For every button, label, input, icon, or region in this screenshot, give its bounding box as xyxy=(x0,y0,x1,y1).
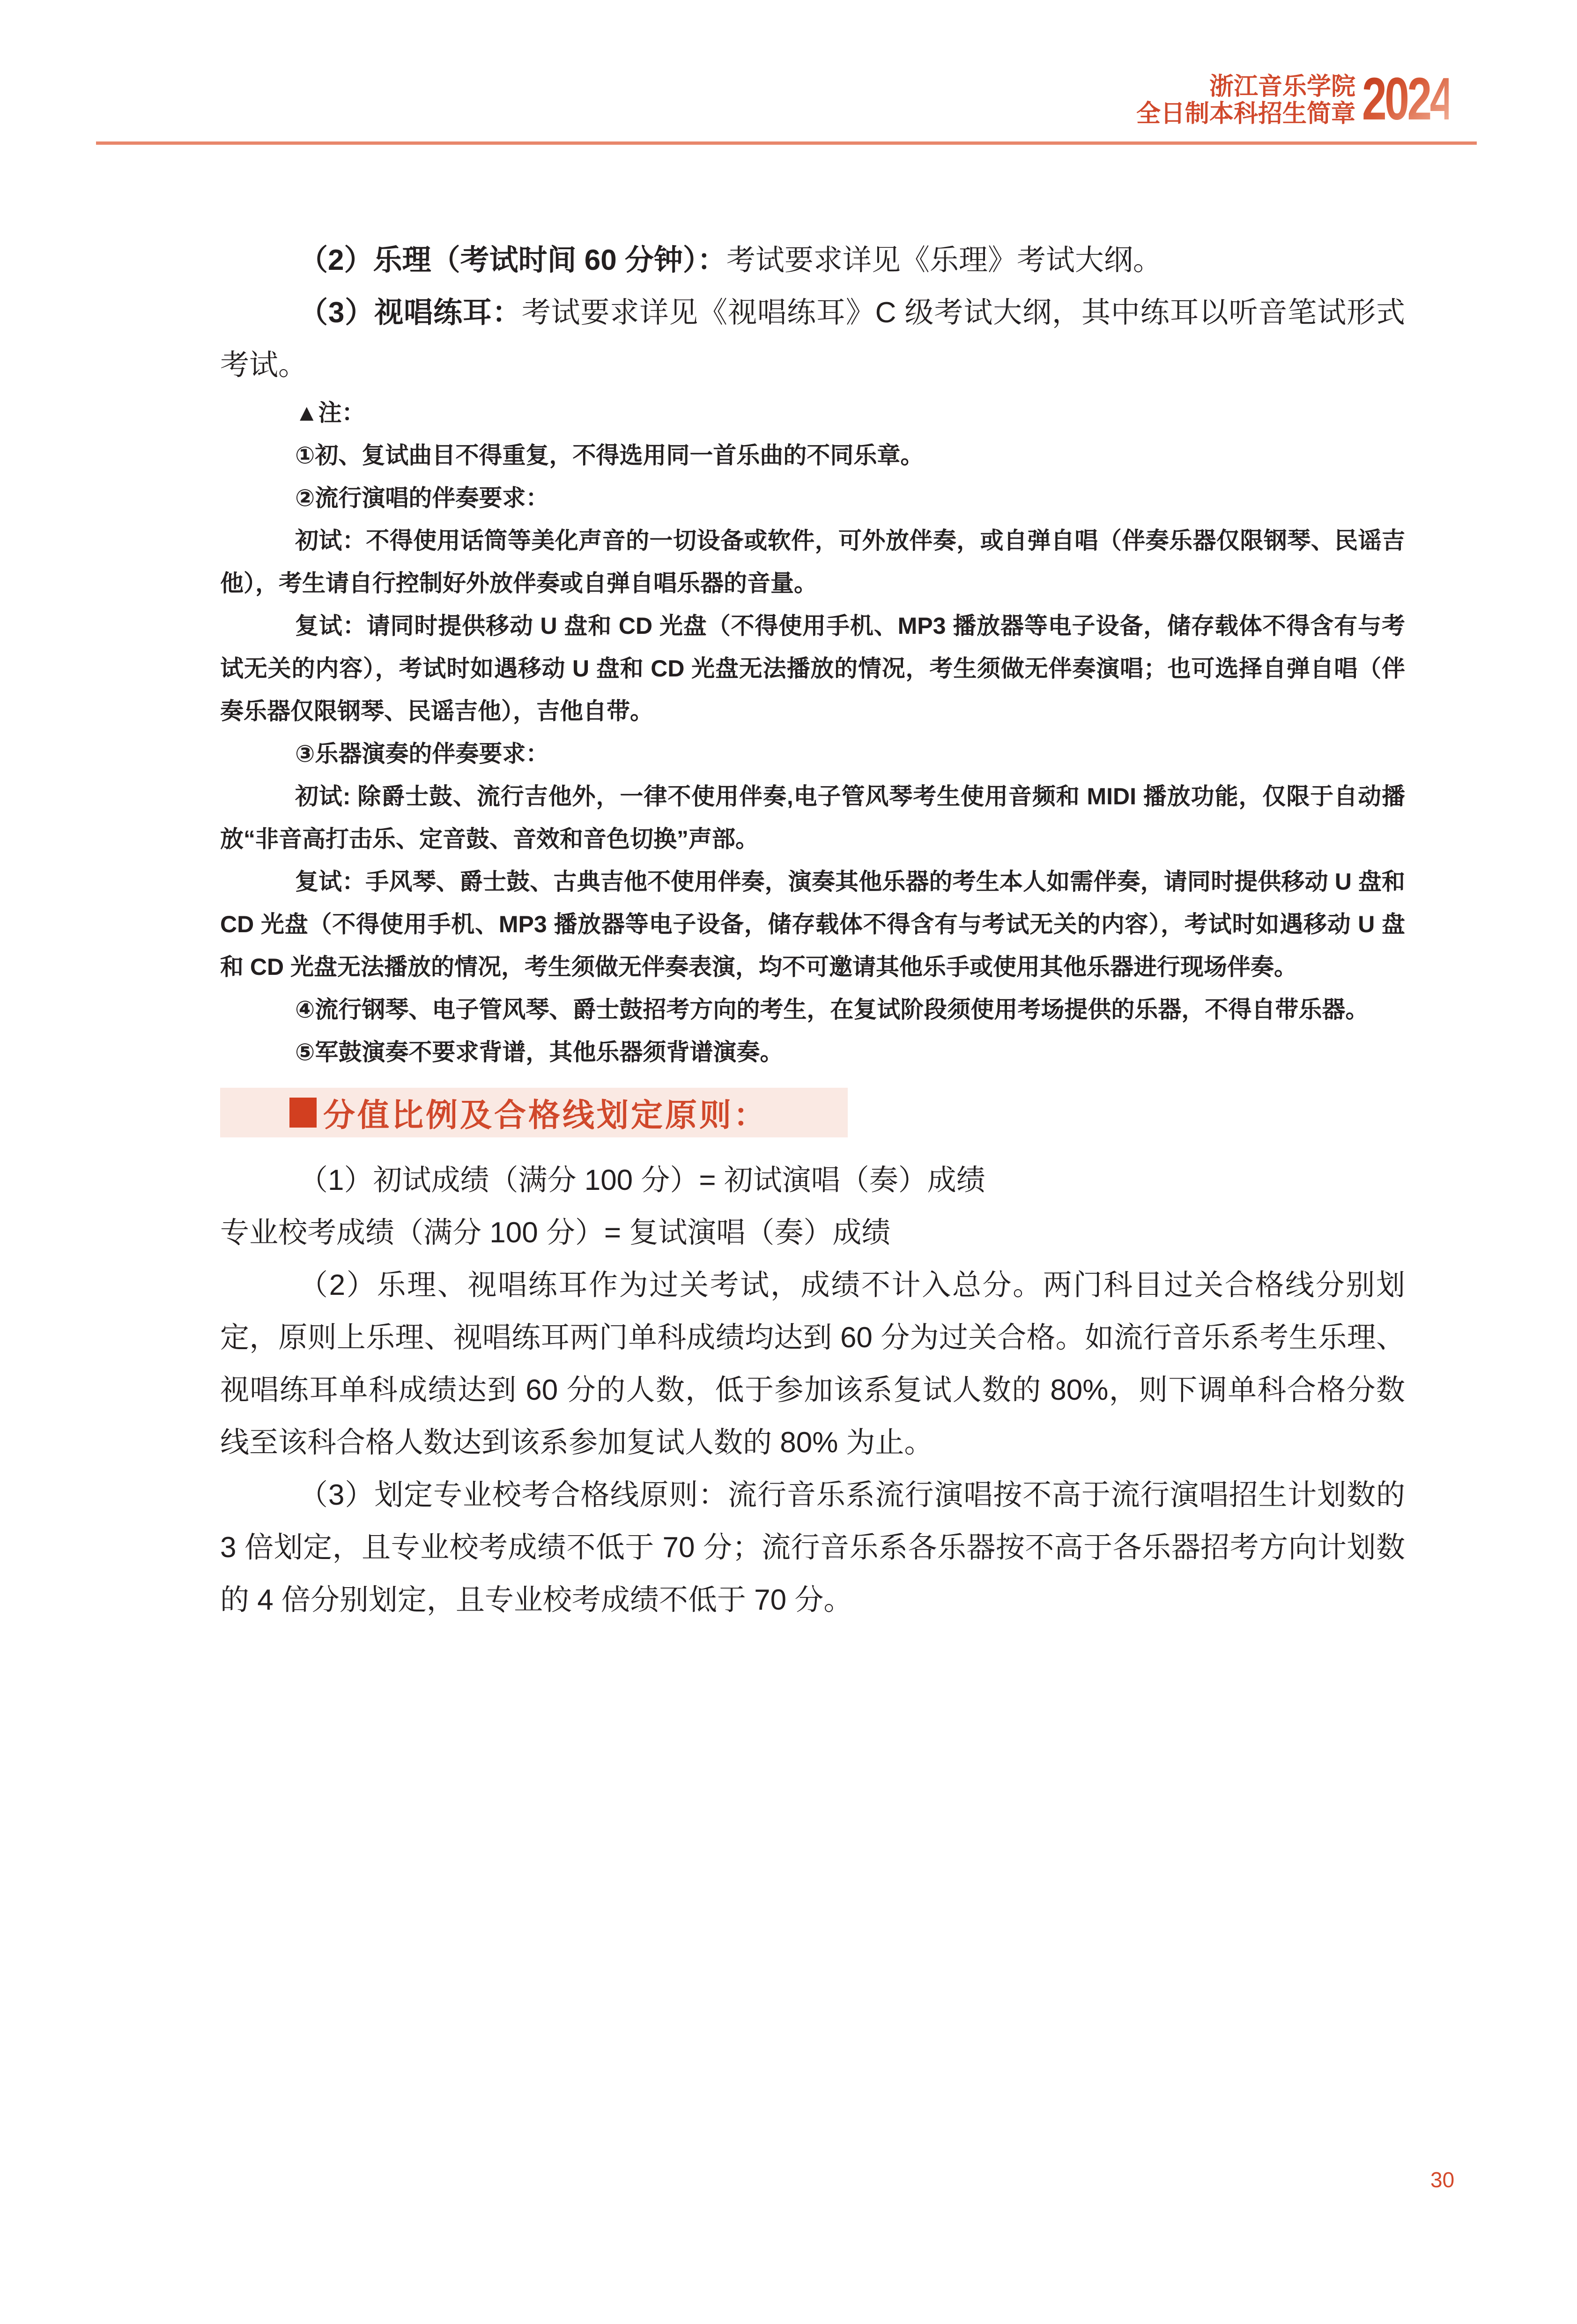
notes-title: ▲注： xyxy=(295,400,365,426)
header-school-name: 浙江音乐学院 xyxy=(1209,73,1355,100)
note-item-3: ③乐器演奏的伴奏要求： xyxy=(295,741,549,767)
header-brochure-title: 全日制本科招生简章 xyxy=(1136,100,1355,127)
note-item-1: ①初、复试曲目不得重复，不得选用同一首乐曲的不同乐章。 xyxy=(295,442,924,468)
paragraph-music-theory-lead: （2）乐理（考试时间 60 分钟）： xyxy=(299,244,726,276)
rule-item-3: （3）划定专业校考合格线原则：流行音乐系流行演唱按不高于流行演唱招生计划数的 3 倍划定，且专业校考成绩不低于 70 分；流行音乐系各乐器按不高于各乐器招考方向计划数的 4 倍分别划定，且专业校考成绩不低于 70 分。 xyxy=(220,1479,1405,1616)
note-item-2-first-round: 初试：不得使用话筒等美化声音的一切设备或软件，可外放伴奏，或自弹自唱（伴奏乐器仅限钢琴、民谣吉他），考生请自行控制好外放伴奏或自弹自唱乐器的音量。 xyxy=(220,527,1405,596)
note-item-3-second-round: 复试：手风琴、爵士鼓、古典吉他不使用伴奏，演奏其他乐器的考生本人如需伴奏，请同时提供移动 U 盘和 CD 光盘（不得使用手机、MP3 播放器等电子设备，储存载体不得含有与考试无关的内容），考试时如遇移动 U 盘和 CD 光盘无法播放的情况，考生须做无伴奏表演，均不可邀请其他乐手或使用其他乐器进行现场伴奏。 xyxy=(220,869,1405,980)
note-item-2: ②流行演唱的伴奏要求： xyxy=(295,485,549,511)
header-divider-line xyxy=(96,141,1477,145)
section-title: 分值比例及合格线划定原则： xyxy=(323,1097,768,1133)
note-item-4: ④流行钢琴、电子管风琴、爵士鼓招考方向的考生，在复试阶段须使用考场提供的乐器，不得自带乐器。 xyxy=(295,996,1369,1023)
paragraph-sight-singing-lead: （3）视唱练耳： xyxy=(299,297,522,329)
note-item-2-second-round: 复试：请同时提供移动 U 盘和 CD 光盘（不得使用手机、MP3 播放器等电子设备，储存载体不得含有与考试无关的内容），考试时如遇移动 U 盘和 CD 光盘无法播放的情况，考生须做无伴奏演唱；也可选择自弹自唱（伴奏乐器仅限钢琴、民谣吉他），吉他自带。 xyxy=(220,613,1405,724)
main-content xyxy=(220,234,1405,1626)
section-header-bar xyxy=(220,1088,848,1137)
paragraph-sight-singing xyxy=(220,287,1405,392)
rule-item-1: （1）初试成绩（满分 100 分）= 初试演唱（奏）成绩 xyxy=(299,1164,985,1196)
header-year: 2024 xyxy=(1362,66,1452,133)
section-marker-square-icon xyxy=(289,1098,317,1128)
page-number: 30 xyxy=(1430,2168,1455,2192)
paragraph-sight-singing-body: 考试要求详见《视唱练耳》C 级考试大纲，其中练耳以听音笔试形式考试。 xyxy=(220,297,1405,381)
notes-block xyxy=(220,392,1405,1074)
rule-item-1-continued: 专业校考成绩（满分 100 分）= 复试演唱（奏）成绩 xyxy=(220,1217,891,1249)
rules-block xyxy=(220,1154,1405,1626)
note-item-5: ⑤军鼓演奏不要求背谱，其他乐器须背谱演奏。 xyxy=(295,1039,784,1065)
rule-item-2: （2）乐理、视唱练耳作为过关考试，成绩不计入总分。两门科目过关合格线分别划定，原则上乐理、视唱练耳两门单科成绩均达到 60 分为过关合格。如流行音乐系考生乐理、视唱练耳单科成绩达到 60 分的人数，低于参加该系复试人数的 80%，则下调单科合格分数线至该科合格人数达到该系参加复试人数的 80% 为止。 xyxy=(220,1269,1405,1459)
paragraph-music-theory xyxy=(220,234,1405,287)
note-item-3-first-round: 初试: 除爵士鼓、流行吉他外，一律不使用伴奏,电子管风琴考生使用音频和 MIDI 播放功能，仅限于自动播放“非音高打击乐、定音鼓、音效和音色切换”声部。 xyxy=(220,783,1405,852)
paragraph-music-theory-body: 考试要求详见《乐理》考试大纲。 xyxy=(726,244,1162,276)
